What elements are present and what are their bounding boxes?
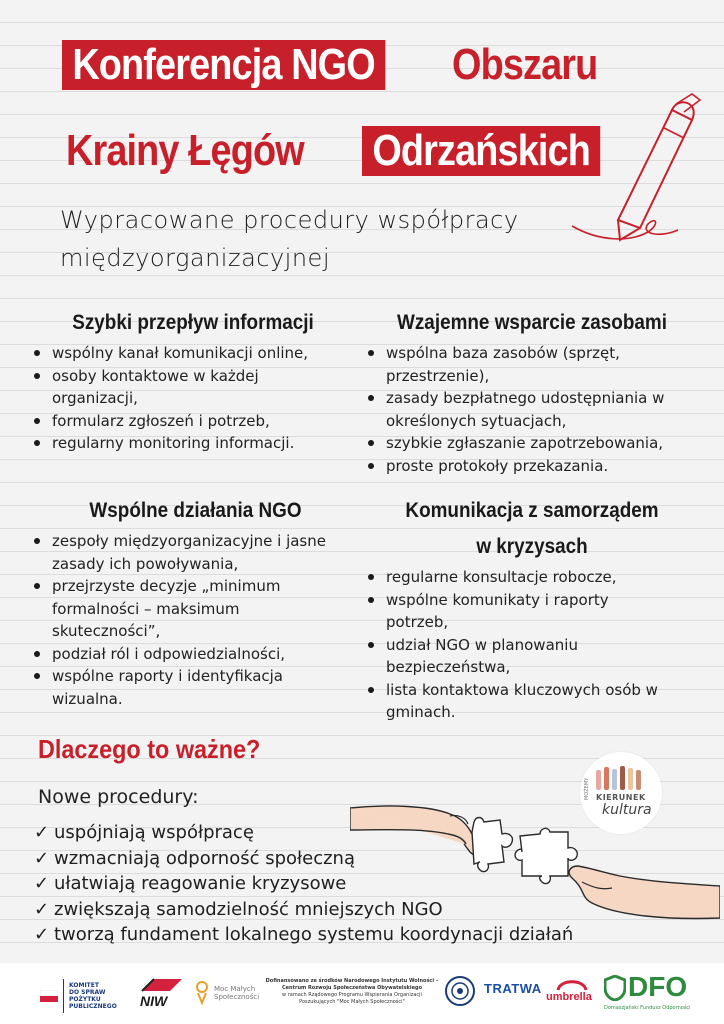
list-item: wspólny kanał komunikacji online, bbox=[28, 342, 358, 365]
list-item: podział ról i odpowiedzialności, bbox=[28, 643, 363, 666]
organization-emblem-icon bbox=[444, 975, 476, 1007]
kierunek-label: KIERUNEK bbox=[596, 793, 646, 802]
list-item: zespoły międzyorganizacyjne i jasne zasady ich powoływania, bbox=[28, 530, 363, 575]
list-item: osoby kontaktowe w każdej organizacji, bbox=[28, 365, 308, 410]
check-icon: ✓ bbox=[34, 847, 50, 869]
section-resource-support bbox=[362, 308, 702, 477]
niw-flag-icon bbox=[140, 977, 184, 993]
bullet-list bbox=[28, 342, 358, 455]
title-part-4: Odrzańskich bbox=[362, 126, 600, 176]
check-icon: ✓ bbox=[34, 924, 50, 945]
list-item: regularny monitoring informacji. bbox=[28, 432, 358, 455]
kultura-label: kultura bbox=[602, 802, 652, 818]
section-title: Wzajemne wsparcie zasobami bbox=[397, 311, 667, 334]
list-item: ✓ uspójniają współpracę bbox=[34, 820, 573, 846]
niw-logo bbox=[140, 977, 184, 1009]
list-item: ✓ zwiększają samodzielność mniejszych NGO bbox=[34, 897, 573, 923]
section-title: Szybki przepływ informacji bbox=[72, 311, 314, 334]
title-part-3: Krainy Łęgów bbox=[66, 126, 304, 175]
check-icon: ✓ bbox=[34, 898, 50, 920]
list-item: proste protokoły przekazania. bbox=[362, 455, 702, 478]
footer bbox=[0, 963, 724, 1024]
list-item: lista kontaktowa kluczowych osób w gminach. bbox=[362, 679, 682, 724]
hands-icon bbox=[590, 766, 652, 792]
section-local-government bbox=[362, 496, 702, 724]
list-item: ✓ ułatwiają reagowanie kryzysowe bbox=[34, 871, 573, 897]
funding-text: Dofinansowano ze środków Narodowego Instytutu Wolności – Centrum Rozwoju Społeczeństwa Obywatelskiego w ramach Rządowego Programu Wspierania Organizacji Poszukujących "Moc Małych Społeczności" bbox=[265, 978, 439, 1005]
list-item: ✓ wzmacniają odporność społeczną bbox=[34, 846, 573, 872]
hands-puzzle-icon bbox=[350, 790, 720, 930]
moc-malych-icon bbox=[194, 981, 210, 1005]
bullet-list bbox=[362, 566, 702, 724]
list-item: ✓ tworzą fundament lokalnego systemu koordynacji działań bbox=[34, 922, 573, 948]
shield-icon bbox=[604, 975, 626, 1001]
why-title: Dlaczego to ważne? bbox=[38, 734, 261, 764]
list-item: formularz zgłoszeń i potrzeb, bbox=[28, 410, 358, 433]
title-part-1: Konferencja NGO bbox=[62, 40, 385, 90]
tratwa-logo: TRATWA bbox=[484, 981, 542, 996]
komitet-logo: KOMITET DO SPRAW POŻYTKU PUBLICZNEGO bbox=[40, 979, 117, 1013]
subtitle-line-2: międzyorganizacyjnej bbox=[60, 244, 330, 272]
niw-label: NIW bbox=[140, 993, 168, 1009]
check-icon: ✓ bbox=[34, 822, 50, 843]
section-joint-actions bbox=[28, 496, 363, 710]
umbrella-logo: umbrella bbox=[546, 977, 602, 1007]
list-item: wspólne komunikaty i raporty potrzeb, bbox=[362, 589, 652, 634]
section-title-line-1: Komunikacja z samorządem bbox=[405, 499, 659, 522]
list-item: szybkie zgłaszanie zapotrzebowania, bbox=[362, 432, 702, 455]
bullet-list bbox=[28, 530, 363, 710]
poland-flag-icon bbox=[40, 990, 58, 1002]
section-quick-info bbox=[28, 308, 358, 455]
dfo-logo: DFO Domaszjański Fundusz Odporności bbox=[604, 971, 691, 1011]
check-icon: ✓ bbox=[34, 873, 50, 894]
section-title-line-2: w kryzysach bbox=[476, 535, 588, 558]
subtitle-line-1: Wypracowane procedury współpracy bbox=[60, 206, 519, 234]
umbrella-icon bbox=[556, 977, 588, 991]
list-item: przejrzyste decyzje „minimum formalności – maksimum skuteczności”, bbox=[28, 575, 313, 643]
title-part-2: Obszaru bbox=[452, 40, 598, 89]
kierunek-side-label: MOŻEMY bbox=[584, 777, 590, 800]
list-item: wspólne raporty i identyfikacja wizualna. bbox=[28, 665, 328, 710]
moc-malych-logo: Moc Małych Społeczności bbox=[194, 981, 259, 1005]
list-item: wspólna baza zasobów (sprzęt, przestrzenie), bbox=[362, 342, 652, 387]
procedures-label: Nowe procedury: bbox=[38, 786, 199, 808]
list-item: regularne konsultacje robocze, bbox=[362, 566, 702, 589]
list-item: udział NGO w planowaniu bezpieczeństwa, bbox=[362, 634, 622, 679]
bullet-list bbox=[362, 342, 702, 477]
list-item: zasady bezpłatnego udostępniania w określonych sytuacjach, bbox=[362, 387, 692, 432]
section-title: Wspólne działania NGO bbox=[89, 499, 302, 522]
